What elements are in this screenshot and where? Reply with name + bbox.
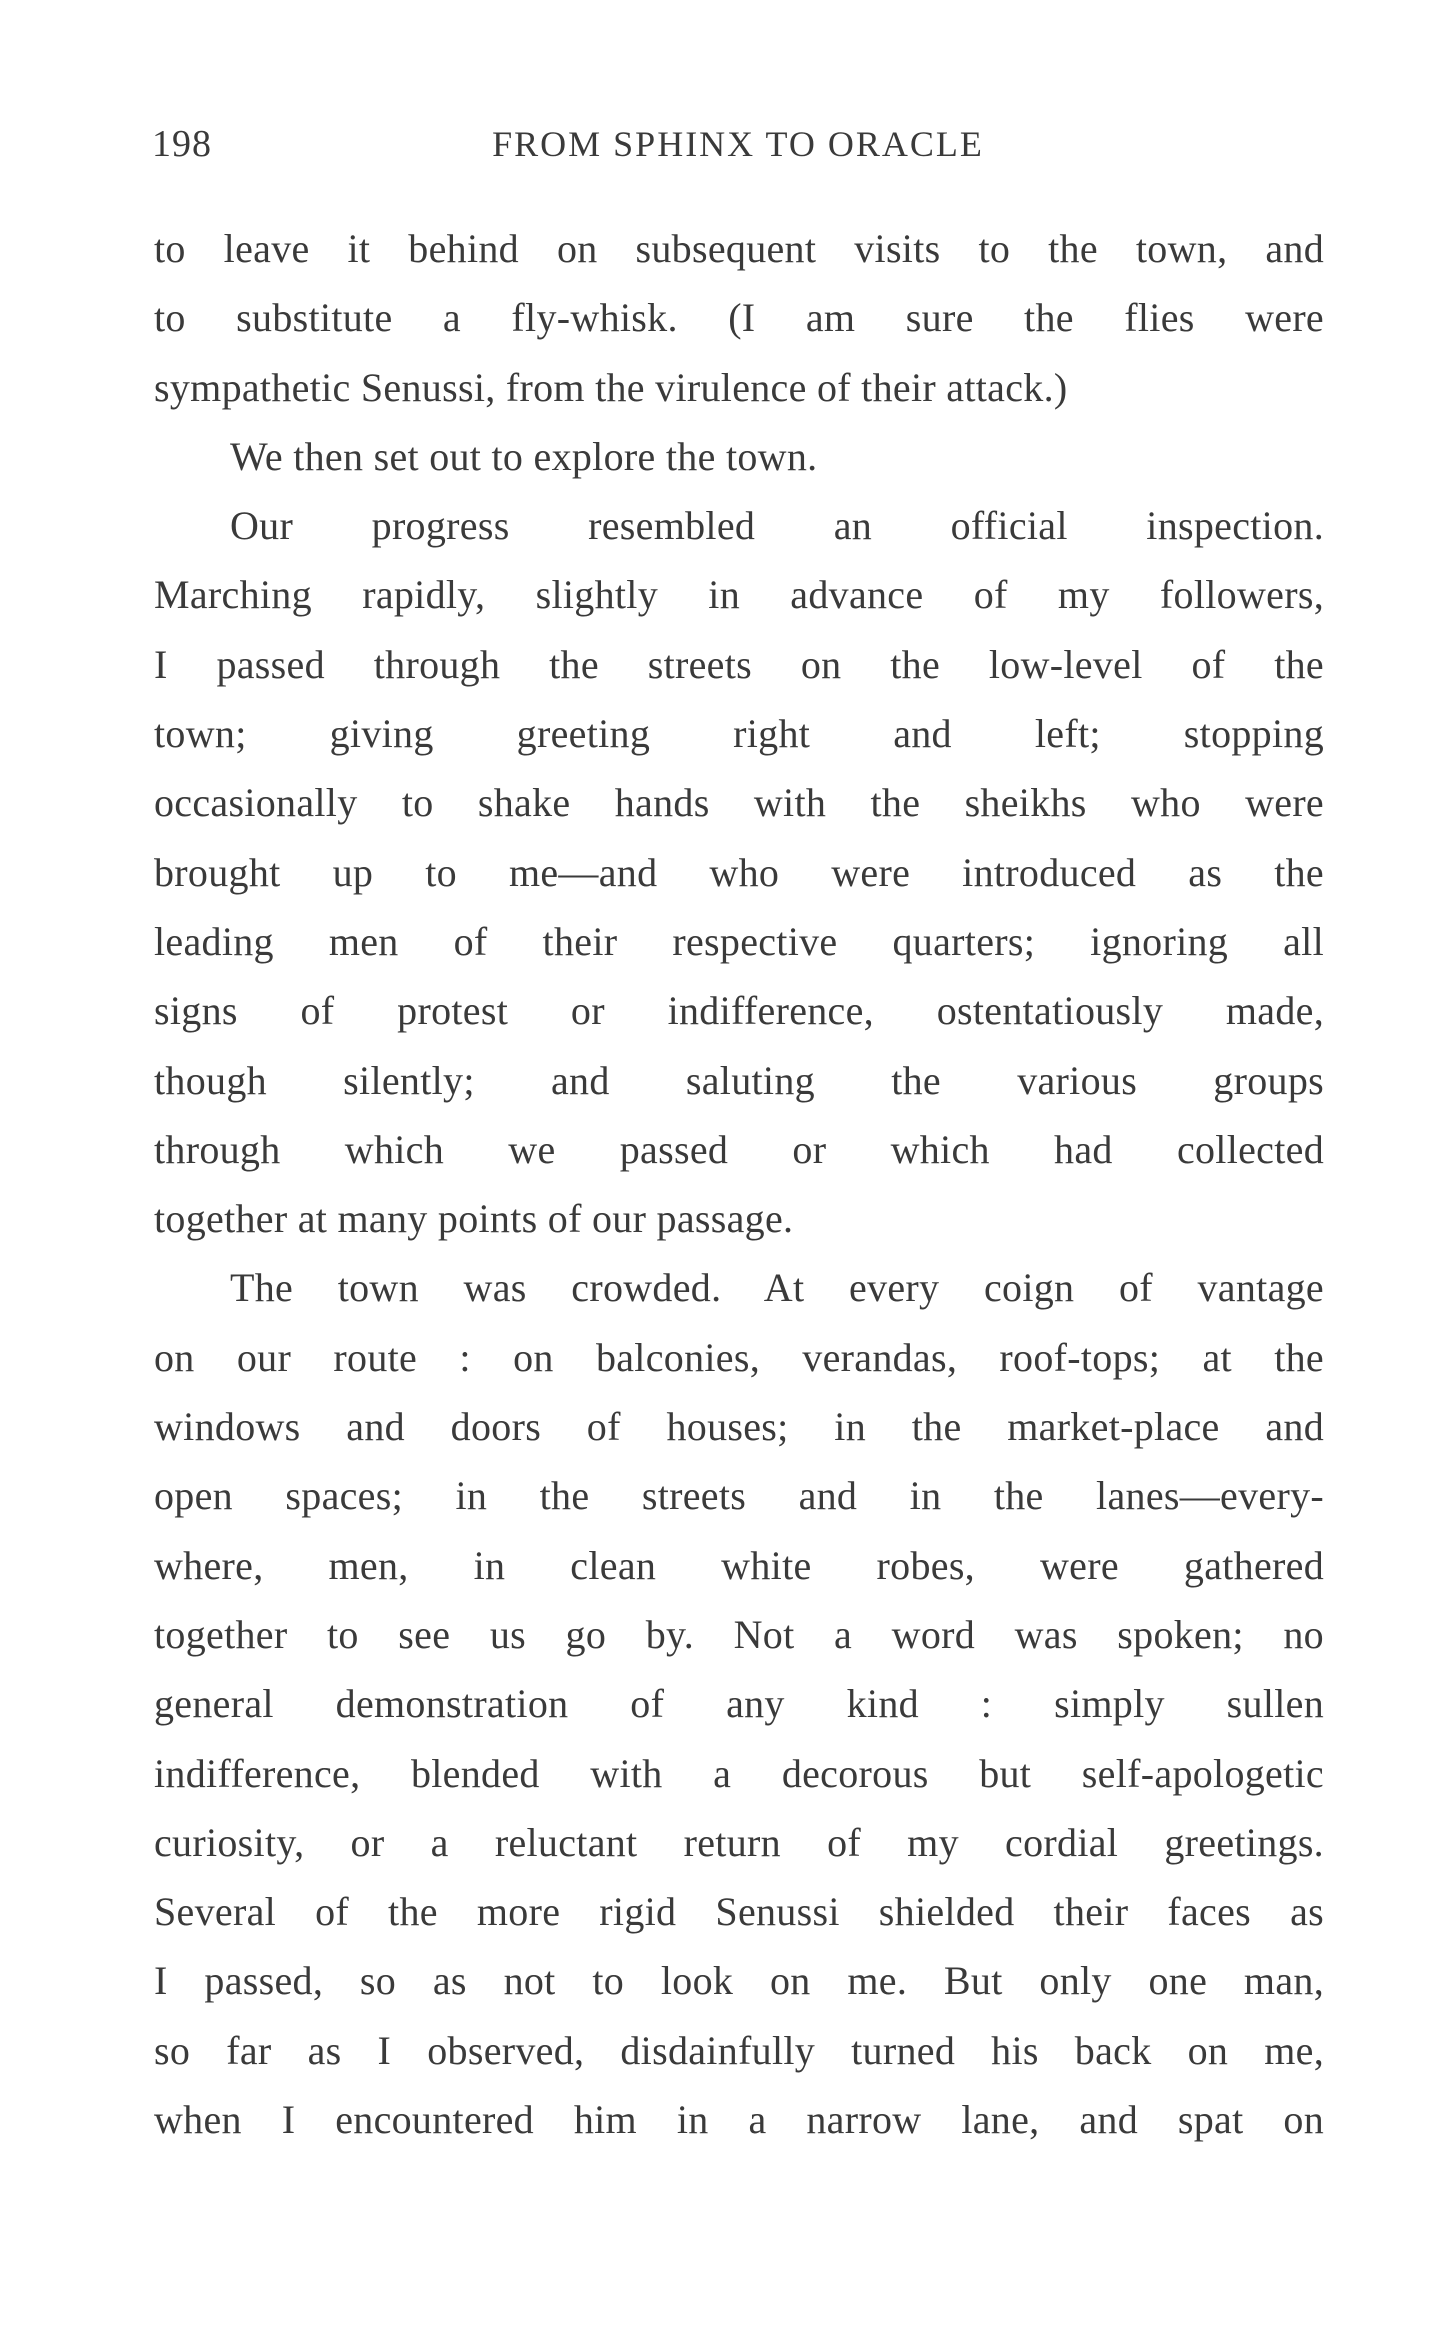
text-line: open spaces; in the streets and in the lanes—every- [154, 1473, 1324, 1519]
text-line: signs of protest or indifference, ostentatiously made, [154, 988, 1324, 1034]
text-line: windows and doors of houses; in the market-place and [154, 1404, 1324, 1450]
body-text [154, 214, 1324, 2154]
paragraph-start-line: We then set out to explore the town. [230, 433, 818, 479]
text-line: through which we passed or which had collected [154, 1126, 1324, 1172]
text-line: Several of the more rigid Senussi shielded their faces as [154, 1889, 1324, 1935]
text-line: together to see us go by. Not a word was spoken; no [154, 1611, 1324, 1657]
text-line: curiosity, or a reluctant return of my cordial greetings. [154, 1819, 1324, 1865]
text-line: together at many points of our passage. [154, 1196, 794, 1242]
text-line: I passed, so as not to look on me. But only one man, [154, 1958, 1324, 2004]
text-line: when I encountered him in a narrow lane, and spat on [154, 2097, 1324, 2143]
text-line: to substitute a fly-whisk. (I am sure the flies were [154, 295, 1324, 341]
text-line: to leave it behind on subsequent visits to the town, and [154, 226, 1324, 271]
text-line: leading men of their respective quarters; ignoring all [154, 918, 1324, 964]
text-line: sympathetic Senussi, from the virulence of their attack.) [154, 364, 1068, 410]
text-line: where, men, in clean white robes, were gathered [154, 1542, 1324, 1588]
text-line: so far as I observed, disdainfully turned his back on me, [154, 2027, 1324, 2073]
paragraph-start-line: Our progress resembled an official inspection. [230, 503, 1324, 549]
paragraph-start-line: The town was crowded. At every coign of vantage [230, 1265, 1324, 1311]
running-head [152, 114, 1324, 174]
text-line: indifference, blended with a decorous but self-apologetic [154, 1750, 1324, 1796]
text-line: Marching rapidly, slightly in advance of my followers, [154, 572, 1324, 618]
text-line: brought up to me—and who were introduced as the [154, 849, 1324, 895]
running-title: FROM SPHINX TO ORACLE [492, 124, 984, 164]
text-line: I passed through the streets on the low-level of the [154, 641, 1324, 687]
text-line: occasionally to shake hands with the sheikhs who were [154, 780, 1324, 826]
text-line: on our route : on balconies, verandas, roof-tops; at the [154, 1334, 1324, 1380]
page-number: 198 [152, 123, 212, 165]
text-line: though silently; and saluting the various groups [154, 1057, 1324, 1103]
text-line: general demonstration of any kind : simply sullen [154, 1681, 1324, 1727]
text-line: town; giving greeting right and left; stopping [154, 711, 1324, 757]
